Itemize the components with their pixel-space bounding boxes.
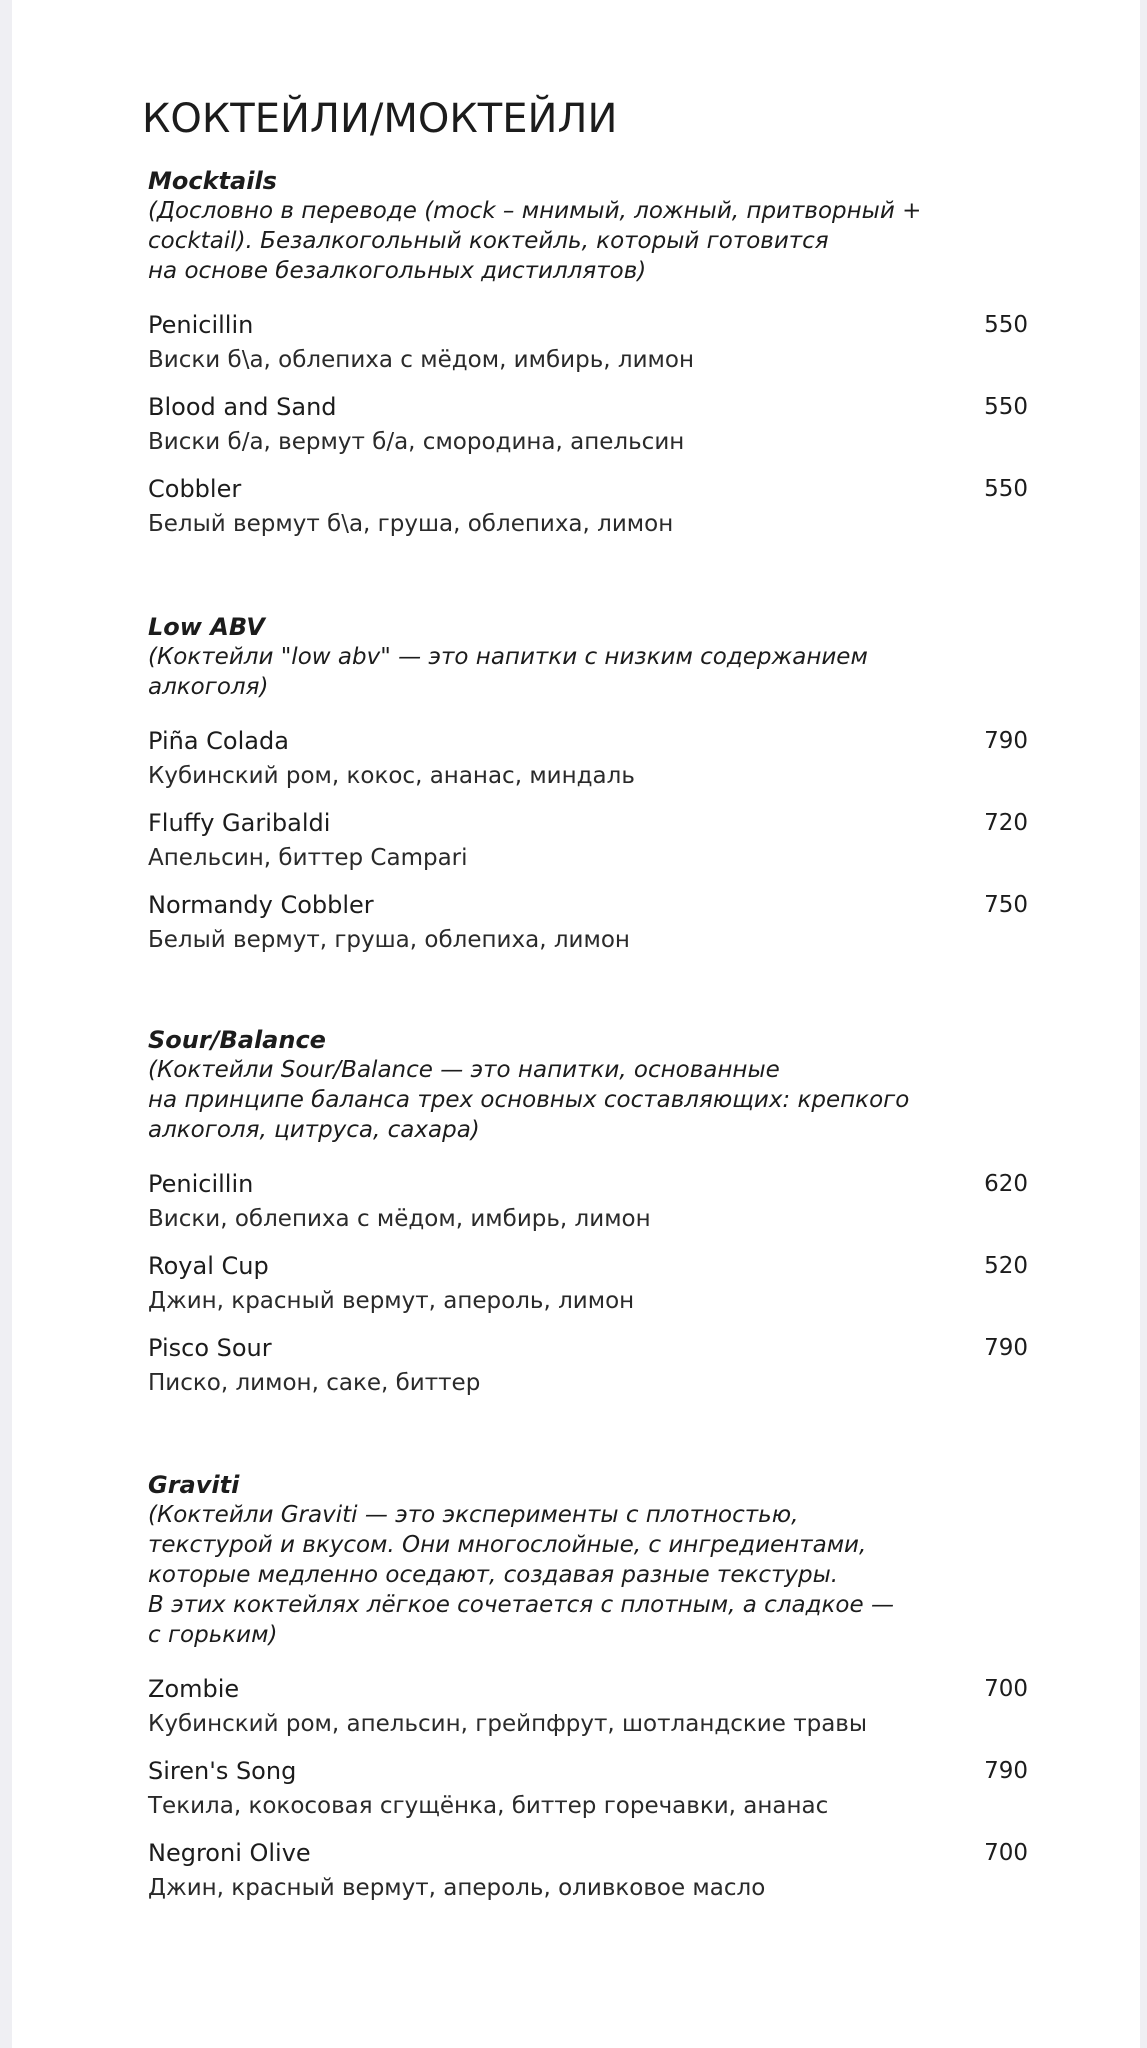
item-description: Белый вермут б\а, груша, облепиха, лимон: [148, 511, 674, 537]
item-name: Normandy Cobbler: [148, 891, 374, 919]
item-name: Piña Colada: [148, 727, 289, 755]
item-name: Pisco Sour: [148, 1334, 272, 1362]
item-price: 550: [984, 394, 1028, 420]
item-name: Fluffy Garibaldi: [148, 809, 331, 837]
item-description: Писко, лимон, саке, биттер: [148, 1370, 481, 1396]
item-description: Апельсин, биттер Campari: [148, 845, 468, 871]
menu-item: [148, 724, 1028, 806]
section-note: (Коктейли "low abv" — это напитки с низким содержанием алкоголя): [148, 644, 868, 700]
item-name: Siren's Song: [148, 1757, 297, 1785]
item-name: Penicillin: [148, 1170, 254, 1198]
menu-item: [148, 1249, 1028, 1331]
section-note: (Коктейли Sour/Balance — это напитки, основанные на принципе баланса трех основных составляющих: крепкого алкоголя, цитруса, сахара): [148, 1057, 910, 1143]
item-name: Blood and Sand: [148, 393, 337, 421]
section-note: (Дословно в переводе (mock – мнимый, ложный, притворный + cocktail). Безалкогольный коктейль, который готовится на основе безалкогольных дистиллятов): [148, 198, 922, 284]
menu-item: [148, 1836, 1028, 1918]
section-graviti: [148, 1470, 1028, 1918]
item-price: 620: [984, 1171, 1028, 1197]
menu-item: [148, 472, 1028, 554]
section-heading: Mocktails: [148, 167, 277, 195]
item-price: 550: [984, 476, 1028, 502]
item-description: Виски б/а, вермут б/а, смородина, апельсин: [148, 429, 685, 455]
menu-item: [148, 1167, 1028, 1249]
section-sour-balance: [148, 1025, 1028, 1413]
item-price: 750: [984, 892, 1028, 918]
section-heading: Graviti: [148, 1471, 240, 1499]
item-description: Белый вермут, груша, облепиха, лимон: [148, 927, 630, 953]
menu-page: [12, 0, 1140, 2048]
item-price: 700: [984, 1676, 1028, 1702]
item-description: Джин, красный вермут, апероль, оливковое масло: [148, 1875, 766, 1901]
item-description: Кубинский ром, кокос, ананас, миндаль: [148, 763, 635, 789]
item-name: Royal Cup: [148, 1252, 269, 1280]
item-description: Джин, красный вермут, апероль, лимон: [148, 1288, 635, 1314]
item-name: Negroni Olive: [148, 1839, 311, 1867]
section-heading: Low ABV: [148, 613, 265, 641]
menu-item: [148, 888, 1028, 970]
item-price: 790: [984, 728, 1028, 754]
item-price: 700: [984, 1840, 1028, 1866]
item-price: 550: [984, 312, 1028, 338]
item-list: [148, 724, 1028, 970]
item-price: 520: [984, 1253, 1028, 1279]
menu-item: [148, 806, 1028, 888]
item-name: Cobbler: [148, 475, 242, 503]
section-heading: Sour/Balance: [148, 1026, 326, 1054]
item-price: 720: [984, 810, 1028, 836]
item-description: Кубинский ром, апельсин, грейпфрут, шотландские травы: [148, 1711, 868, 1737]
item-description: Текила, кокосовая сгущёнка, биттер горечавки, ананас: [148, 1793, 829, 1819]
section-low-abv: [148, 612, 1028, 970]
item-price: 790: [984, 1335, 1028, 1361]
item-name: Penicillin: [148, 311, 254, 339]
item-list: [148, 308, 1028, 554]
section-note: (Коктейли Graviti — это эксперименты с плотностью, текстурой и вкусом. Они многослойные, с ингредиентами, которые медленно оседают, создавая разные текстуры. В этих коктейлях лёгкое сочетается с плотным, а сладкое — с горьким): [148, 1502, 894, 1648]
menu-item: [148, 390, 1028, 472]
item-description: Виски б\а, облепиха с мёдом, имбирь, лимон: [148, 347, 695, 373]
section-mocktails: [148, 166, 1028, 554]
menu-item: [148, 308, 1028, 390]
item-name: Zombie: [148, 1675, 240, 1703]
item-list: [148, 1167, 1028, 1413]
menu-item: [148, 1754, 1028, 1836]
item-list: [148, 1672, 1028, 1918]
page-title: КОКТЕЙЛИ/МОКТЕЙЛИ: [142, 96, 618, 142]
item-description: Виски, облепиха с мёдом, имбирь, лимон: [148, 1206, 651, 1232]
item-price: 790: [984, 1758, 1028, 1784]
menu-item: [148, 1672, 1028, 1754]
menu-item: [148, 1331, 1028, 1413]
